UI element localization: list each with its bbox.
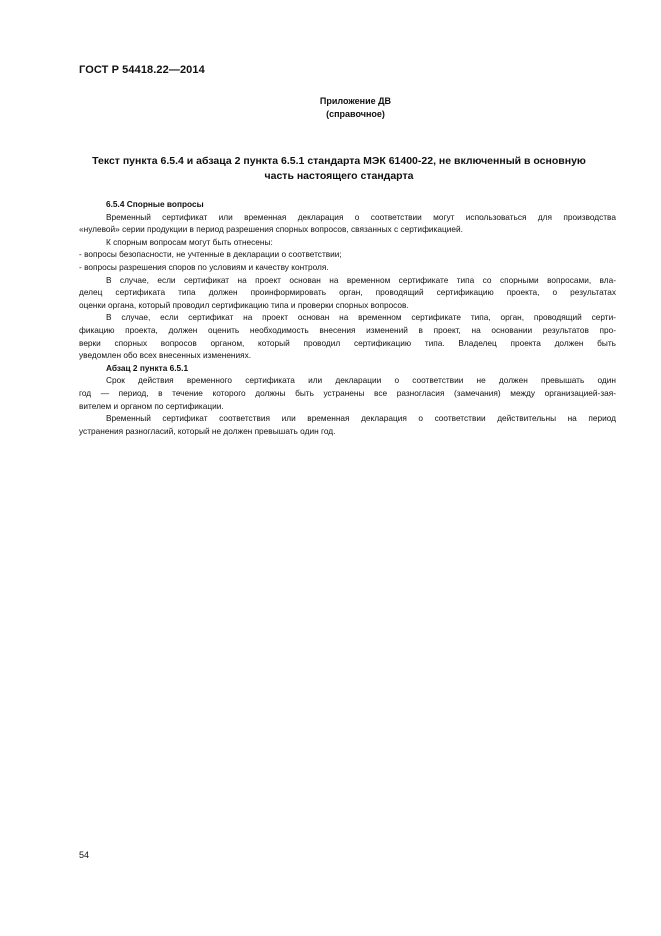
title-line-2: часть настоящего стандарта [264, 170, 414, 182]
list-item-1: - вопросы безопасности, не учтенные в декларации о соответствии; [79, 249, 342, 260]
paragraph-5-line-2: год — период, в течение которого должны быть устранены все разногласия (замечания) между организацией-зая- [79, 387, 616, 398]
paragraph-1-cont [79, 223, 616, 236]
paragraph-3-cont [79, 286, 616, 311]
paragraph-1-line-2: «нулевой» серии продукции в период разрешения спорных вопросов, связанных с сертификацией. [79, 224, 463, 235]
paragraph-3-line-1: В случае, если сертификат на проект основан на временном сертификате типа со спорными вопросами, вла- [106, 274, 616, 285]
paragraph-4-line-4: уведомлен обо всех внесенных изменениях. [79, 350, 252, 361]
list-item-2: - вопросы разрешения споров по условиям и качеству контроля. [79, 261, 329, 272]
paragraph-5-cont [79, 387, 616, 412]
paragraph-4-line-2: фикацию проекта, должен оценить необходимость внесения изменений в проект, на основании результатов про- [79, 324, 616, 335]
subsection-heading: Абзац 2 пункта 6.5.1 [106, 362, 189, 373]
paragraph-5-line-1: Срок действия временного сертификата или декларации о соответствии не должен превышать один [106, 375, 616, 386]
page-number: 54 [79, 850, 90, 860]
paragraph-1 [79, 211, 616, 224]
paragraph-6-line-1: Временный сертификат соответствия или временная декларация о соответствии действительны на период [106, 413, 616, 424]
paragraph-3-line-3: оценки органа, который проводил сертификацию типа и проверки спорных вопросов. [79, 299, 409, 310]
standard-id: ГОСТ Р 54418.22—2014 [79, 64, 205, 76]
paragraph-6 [79, 412, 616, 425]
paragraph-2: К спорным вопросам могут быть отнесены: [106, 236, 273, 247]
paragraph-4-line-1: В случае, если сертификат на проект основан на временном сертификате типа, орган, проводящий серти- [106, 312, 616, 323]
paragraph-6-line-2: устранения разногласий, который не должен превышать один год. [79, 425, 336, 436]
title-line-1: Текст пункта 6.5.4 и абзаца 2 пункта 6.5.1 стандарта МЭК 61400-22, не включенный в основную [92, 155, 586, 167]
paragraph-4-cont [79, 324, 616, 362]
paragraph-4-line-3: верки спорных вопросов органом, который проводил сертификацию типа. Владелец проекта должен быть [79, 337, 616, 348]
body-text [79, 198, 616, 437]
paragraph-3 [79, 274, 616, 287]
appendix-label-block [0, 95, 661, 121]
paragraph-3-line-2: делец сертификата типа должен проинформировать орган, проводящий сертификацию проекта, о результатах [79, 287, 616, 298]
appendix-type: (справочное) [326, 109, 385, 119]
paragraph-1-line-1: Временный сертификат или временная декларация о соответствии могут использоваться для производства [106, 211, 616, 222]
paragraph-5 [79, 374, 616, 387]
paragraph-5-line-3: вителем и органом по сертификации. [79, 400, 224, 411]
paragraph-6-cont [79, 425, 616, 438]
section-heading: 6.5.4 Спорные вопросы [106, 199, 204, 209]
appendix-label: Приложение ДВ [319, 96, 392, 106]
appendix-title [79, 154, 599, 184]
paragraph-4 [79, 311, 616, 324]
